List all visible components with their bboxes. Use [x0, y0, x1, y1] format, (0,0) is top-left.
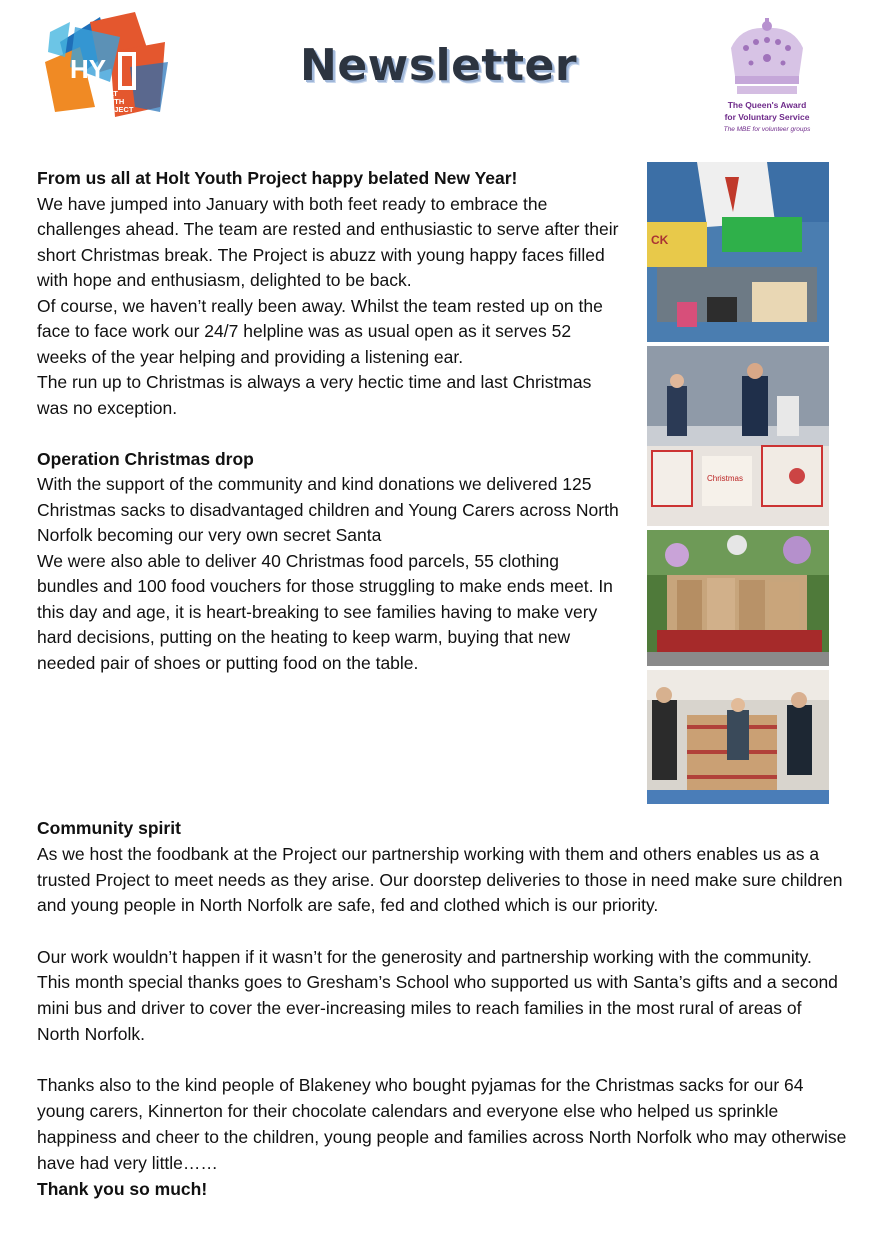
community-paragraph-1: As we host the foodbank at the Project our partnership working with them and others enables us as a trusted Project to meet needs as they arise. Our doorstep deliveries to those in need make sure children and young people in North Norfolk are safe, fed and clothed which is our priority.: [37, 843, 843, 916]
svg-text:HY: HY: [70, 54, 107, 84]
boxes-in-hall-photo: [647, 670, 829, 804]
svg-text:HOLT: HOLT: [98, 89, 118, 98]
closing-thanks: Thank you so much!: [37, 1178, 208, 1199]
community-heading: Community spirit: [37, 818, 181, 838]
award-title-line1: The Queen's Award: [727, 100, 807, 110]
operation-heading: Operation Christmas drop: [37, 448, 254, 469]
svg-text:PROJECT: PROJECT: [98, 105, 134, 114]
sacks-in-sleigh-photo: [647, 530, 829, 666]
queens-award-badge: [712, 18, 822, 133]
intro-column: [37, 166, 622, 676]
operation-paragraph-2: We were also able to deliver 40 Christmas food parcels, 55 clothing bundles and 100 food vouchers for those struggling to make ends meet. In this day and age, it is heart-breaking to see families having to make very hard decisions, putting on the heating to keep warm, buying that new needed pair of shoes or putting food on the table.: [37, 550, 613, 673]
operation-paragraph-1: With the support of the community and kind donations we delivered 125 Christmas sacks to disadvantaged children and Young Carers across North Norfolk becoming our very own secret Santa: [37, 474, 619, 545]
photo-collage: [647, 162, 829, 808]
page-title: Newsletter: [300, 40, 578, 91]
community-section: [37, 816, 847, 1202]
gifts-on-table-photo: [647, 162, 829, 342]
svg-text:YOUTH: YOUTH: [98, 97, 125, 106]
holt-youth-project-logo: [40, 12, 172, 122]
intro-paragraph-2: Of course, we haven’t really been away. Whilst the team rested up on the face to face work our 24/7 helpline was as usual open as it serves 52 weeks of the year helping and providing a listening ear.: [37, 295, 603, 367]
crown-icon: [721, 18, 813, 98]
intro-paragraph-3: The run up to Christmas is always a very hectic time and last Christmas was no exception.: [37, 372, 592, 418]
award-tagline: The MBE for volunteer groups: [723, 126, 811, 133]
community-paragraph-3: Thanks also to the kind people of Blakeney who bought pyjamas for the Christmas sacks for our 64 young carers, Kinnerton for their chocolate calendars and everyone else who helped us sprinkle happiness and cheer to the children, young people and families across North Norfolk who may otherwise have had very little……: [37, 1075, 847, 1173]
award-title-line2: for Voluntary Service: [724, 112, 810, 122]
intro-heading: From us all at Holt Youth Project happy belated New Year!: [37, 168, 518, 188]
svg-text:Christmas: Christmas: [707, 474, 744, 483]
community-paragraph-2: Our work wouldn’t happen if it wasn’t for the generosity and partnership working with the community. This month special thanks goes to Gresham’s School who supported us with Santa’s gifts and a second mini bus and driver to cover the ever-increasing miles to reach families in the most rural of areas of North Norfolk.: [37, 946, 838, 1045]
intro-paragraph-1: We have jumped into January with both feet ready to embrace the challenges ahead. The team are rested and enthusiastic to serve after their short Christmas break. The Project is abuzz with young happy faces filled with hope and enthusiasm, delighted to be back.: [37, 193, 619, 290]
volunteers-packing-photo: [647, 346, 829, 526]
svg-text:CK: CK: [651, 233, 669, 247]
